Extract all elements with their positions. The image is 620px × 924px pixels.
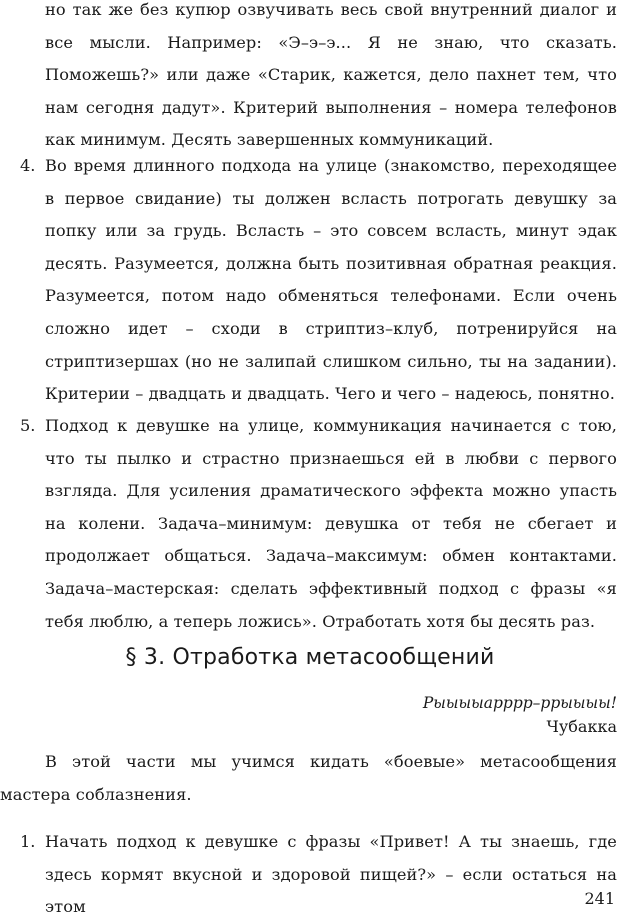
list-item-number: 1. [20, 832, 36, 851]
list-item-text: Во время длинного подхода на улице (знакомство, переходящее в первое свидание) ты должен всласть потрогать девушку за попку или за грудь. Всласть – это совсем всласть, минут эдак десять. Разумеется, должна быть позитивная обратная реакция. Разумеется, потом надо обменяться телефонами. Если очень сложно идет – сходи в стриптиз–клуб, потренируйся на стриптизершах (но не залипай слишком сильно, ты на задании). Критерии – двадцать и двадцать. Чего и чего – надеюсь, понятно. [45, 156, 617, 404]
intro-paragraph: В этой части мы учимся кидать «боевые» метасообщения мастера соблазнения. [0, 752, 617, 804]
page-number: 241 [584, 889, 615, 908]
lead-paragraph: но так же без купюр озвучивать весь свой внутренний диалог и все мысли. Например: «Э–э–э... Я не знаю, что сказать. Поможешь?» или даже «Старик, кажется, дело пахнет тем, что нам сегодня дадут». Критерий выполнения – номера телефонов как минимум. Десять завершенных коммуникаций. [45, 0, 617, 150]
epigraph-quote: Рыыыыарррр–ррыыыы! [422, 694, 617, 712]
epigraph-author: Чубакка [546, 717, 617, 736]
list-item-number: 4. [20, 156, 36, 175]
list-item-number: 5. [20, 416, 36, 435]
section-heading: § 3. Отработка метасообщений [125, 645, 495, 670]
list-item-text: Начать подход к девушке с фразы «Привет! А ты знаешь, где здесь кормят вкусной и здоровой пищей?» – если остаться на этом [45, 832, 617, 917]
list-item-text: Подход к девушке на улице, коммуникация начинается с тою, что ты пылко и страстно признаешься ей в любви с первого взгляда. Для усиления драматического эффекта можно упасть на колени. Задача–минимум: девушка от тебя не сбегает и продолжает общаться. Задача–максимум: обмен контактами. Задача–мастерская: сделать эффективный подход с фразы «я тебя люблю, а теперь ложись». Отработать хотя бы десять раз. [45, 416, 617, 631]
